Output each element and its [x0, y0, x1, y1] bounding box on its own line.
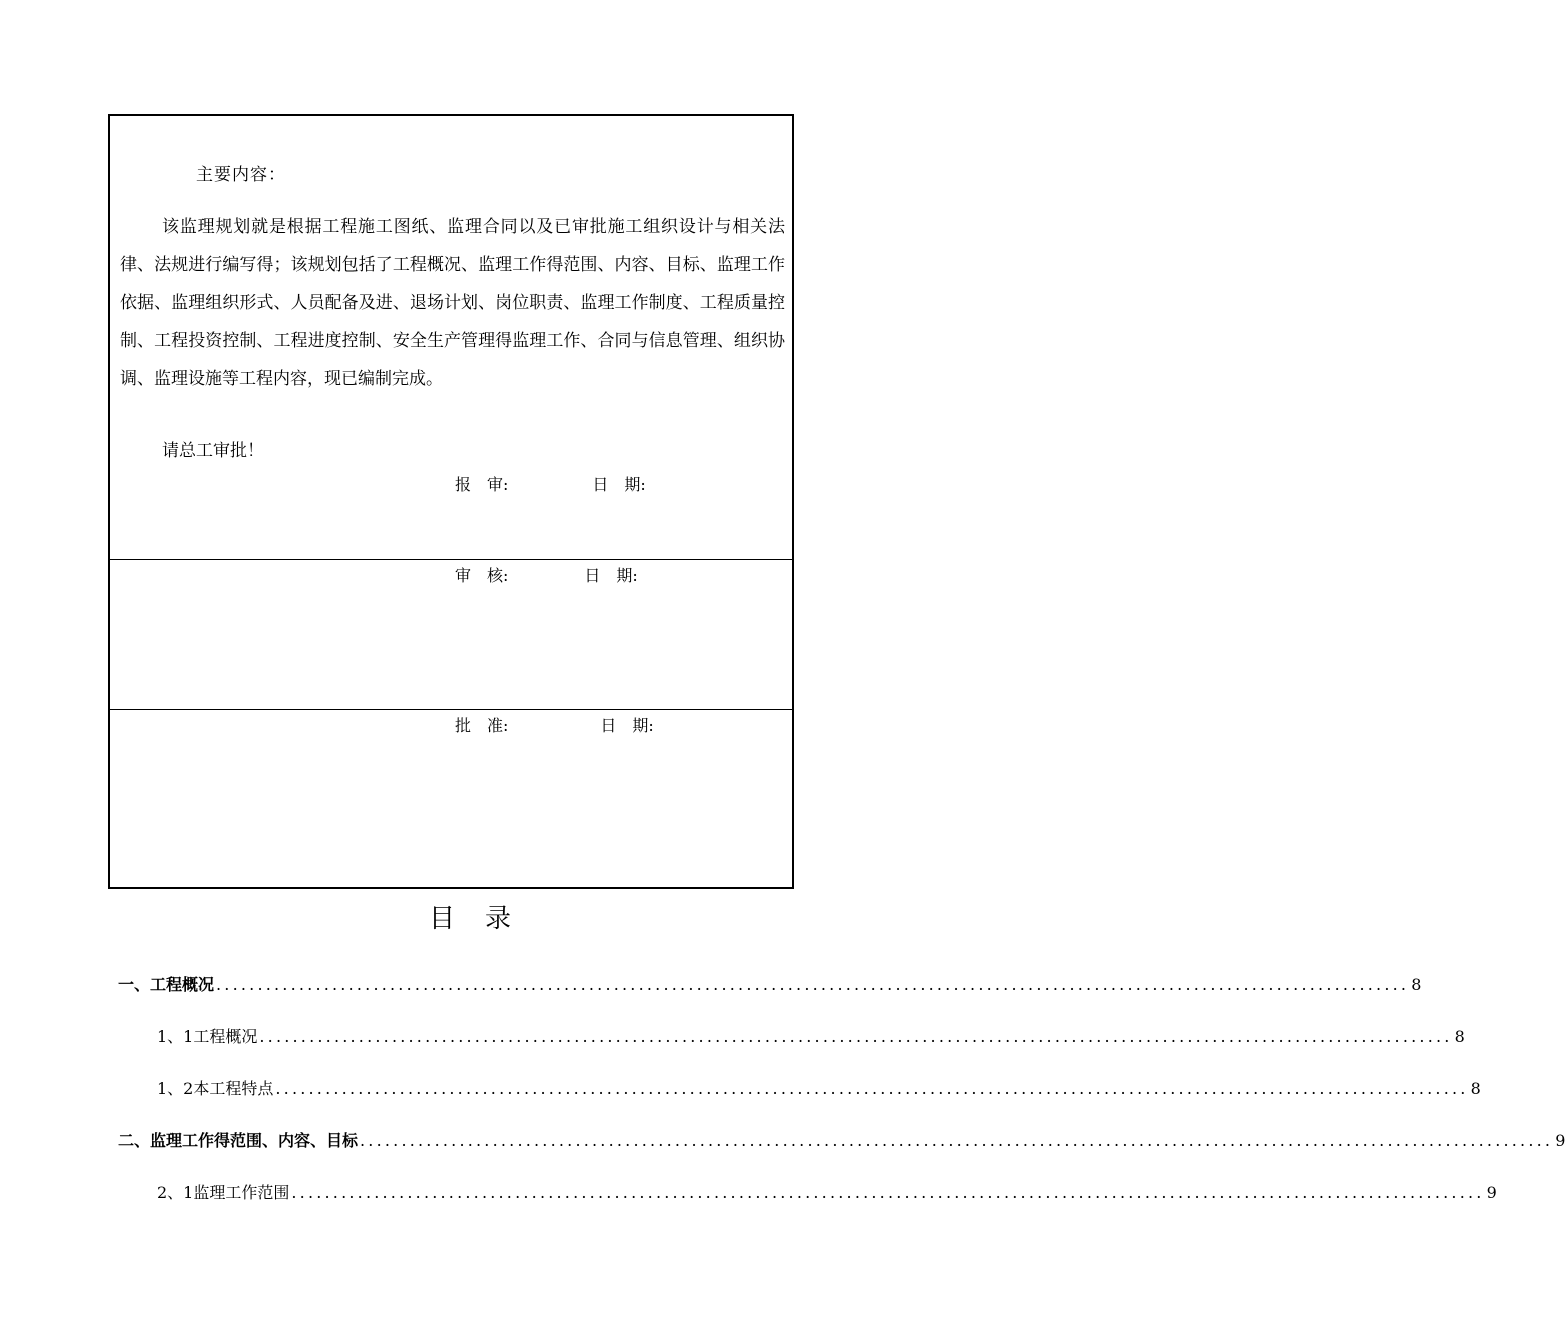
content-body: 该监理规划就是根据工程施工图纸、监理合同以及已审批施工组织设计与相关法律、法规进行编写得；该规划包括了工程概况、监理工作得范围、内容、目标、监理工作依据、监理组织形式、人员配备及进、退场计划、岗位职责、监理工作制度、工程质量控制、工程投资控制、工程进度控制、安全生产管理得监理工作、合同与信息管理、组织协调、监理设施等工程内容，现已编制完成。: [120, 217, 785, 389]
toc-entry[interactable]: [118, 1128, 1565, 1151]
toc-entry[interactable]: [118, 972, 1422, 995]
toc-leader-dots: ................................................................................................................................................: [216, 975, 1410, 994]
toc-entry-text: 一、工程概况: [118, 975, 215, 994]
approve-label: 批 准:: [455, 716, 509, 735]
toc-page-number: 9: [1486, 1183, 1497, 1202]
approve-date-label: 日 期:: [600, 716, 654, 735]
toc-leader-dots: ................................................................................................................................................: [291, 1183, 1485, 1202]
review-signature-line: [455, 563, 638, 586]
review-date-label: 日 期:: [584, 566, 638, 585]
toc-entry[interactable]: [157, 1076, 1481, 1099]
toc-page-number: 9: [1555, 1131, 1565, 1150]
approval-request-text: 请总工审批！: [162, 441, 264, 461]
submit-signature-line: [455, 472, 646, 495]
approve-section: [110, 709, 792, 887]
toc-page-number: 8: [1470, 1079, 1481, 1098]
toc-entry-text: 1、2本工程特点: [157, 1079, 274, 1098]
toc-leader-dots: ................................................................................................................................................: [275, 1079, 1469, 1098]
toc-page-number: 8: [1411, 975, 1422, 994]
toc-page-number: 8: [1454, 1027, 1465, 1046]
approval-form-table: [108, 114, 794, 889]
submit-label: 报 审:: [455, 475, 509, 494]
toc-entry-text: 二、监理工作得范围、内容、目标: [118, 1131, 359, 1150]
submit-date-label: 日 期:: [592, 475, 646, 494]
review-section: [110, 559, 792, 709]
review-label: 审 核:: [455, 566, 509, 585]
toc-entry[interactable]: [157, 1024, 1465, 1047]
toc-entry-text: 1、1工程概况: [157, 1027, 258, 1046]
toc-leader-dots: ................................................................................................................................................: [259, 1027, 1453, 1046]
content-heading: 主要内容：: [196, 165, 286, 185]
approve-signature-line: [455, 713, 654, 736]
content-section: [110, 116, 792, 559]
toc-title: 目录: [428, 904, 541, 934]
toc-entry-text: 2、1监理工作范围: [157, 1183, 290, 1202]
toc-entry[interactable]: [157, 1180, 1497, 1203]
toc-leader-dots: ................................................................................................................................................: [360, 1131, 1554, 1150]
